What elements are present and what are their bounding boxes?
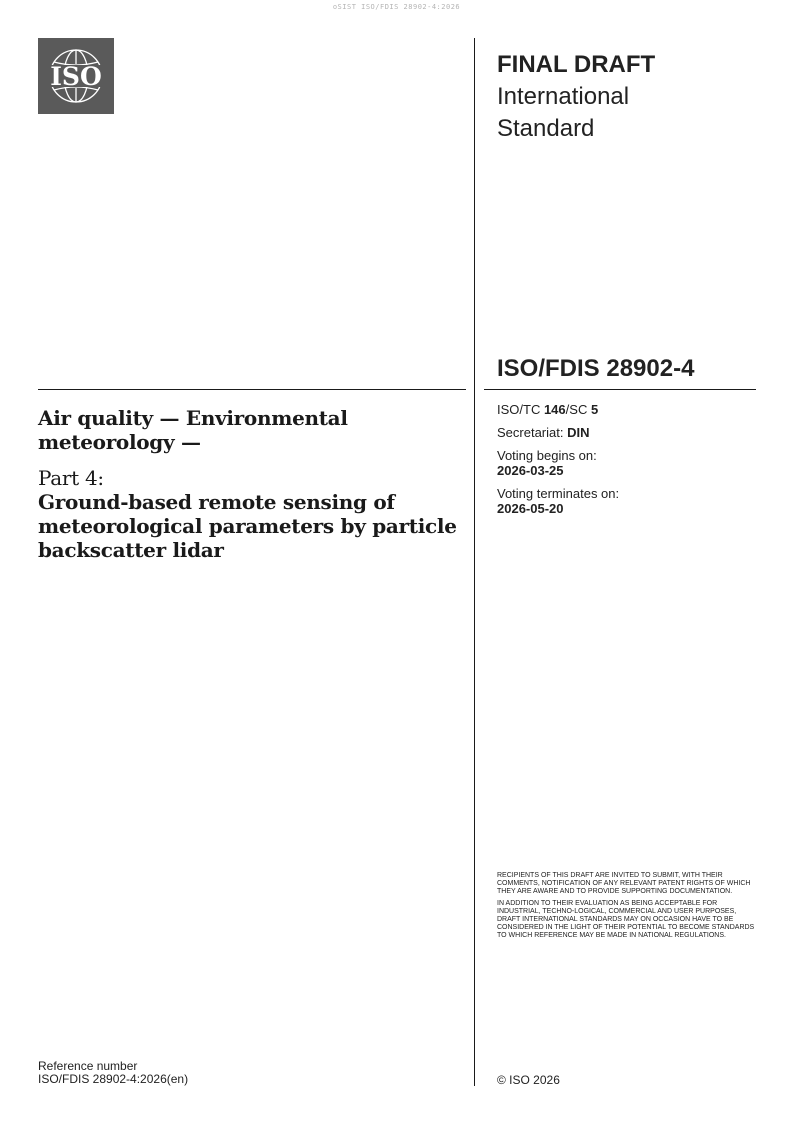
reference-value: ISO/FDIS 28902-4:2026(en)	[38, 1072, 189, 1086]
part-label: Part 4:	[38, 466, 104, 490]
voting-terminates-label: Voting terminates on:	[497, 486, 620, 501]
document-title	[38, 406, 458, 562]
voting-begins-date: 2026-03-25	[497, 463, 564, 478]
stage-line-3: Standard	[497, 115, 595, 142]
notice-paragraph-1: RECIPIENTS OF THIS DRAFT ARE INVITED TO SUBMIT, WITH THEIR COMMENTS, NOTIFICATION OF ANY RELEVANT PATENT RIGHTS OF WHICH THEY ARE AWARE AND TO PROVIDE SUPPORTING DOCUMENTATION.	[497, 872, 751, 895]
document-metadata	[497, 402, 757, 524]
secretariat-value: DIN	[567, 425, 590, 440]
part-title: Ground-based remote sensing of meteorological parameters by particle backscatter lidar	[38, 490, 457, 562]
document-number: ISO/FDIS 28902-4	[497, 355, 695, 382]
voting-begins	[497, 448, 757, 478]
iso-globe-icon	[38, 38, 114, 114]
logo-text: ISO	[50, 62, 102, 91]
voting-terminates-date: 2026-05-20	[497, 501, 564, 516]
notice-paragraph-2: IN ADDITION TO THEIR EVALUATION AS BEING ACCEPTABLE FOR INDUSTRIAL, TECHNO-LOGICAL, COMMERCIAL AND USER PURPOSES, DRAFT INTERNATIONAL STANDARDS MAY ON OCCASION HAVE TO BE CONSIDERED IN THE LIGHT OF THEIR POTENTIAL TO BECOME STANDARDS TO WHICH REFERENCE MAY BE MADE IN NATIONAL REGULATIONS.	[497, 900, 755, 939]
secretariat-line	[497, 425, 757, 440]
voting-begins-label: Voting begins on:	[497, 448, 597, 463]
title-main: Air quality — Environmental meteorology —	[38, 406, 348, 454]
copyright: © ISO 2026	[497, 1073, 560, 1087]
vertical-divider	[474, 38, 475, 1086]
tc-number: 146	[543, 402, 566, 417]
sc-prefix: /SC	[565, 402, 591, 417]
voting-terminates	[497, 486, 757, 516]
document-stage-heading	[497, 49, 757, 145]
doc-number-divider	[484, 389, 756, 390]
iso-logo	[38, 38, 114, 114]
committee-line	[497, 402, 757, 417]
title-divider	[38, 389, 466, 390]
recipients-notice	[497, 872, 759, 944]
committee-prefix: ISO/TC	[497, 402, 544, 417]
final-draft-label: FINAL DRAFT	[497, 51, 656, 78]
reference-label: Reference number	[38, 1059, 138, 1073]
secretariat-label: Secretariat:	[497, 425, 568, 440]
stage-line-2: International	[497, 83, 630, 110]
sc-number: 5	[590, 402, 599, 417]
reference-number	[38, 1060, 338, 1086]
watermark: oSIST ISO/FDIS 28902-4:2026	[332, 3, 461, 11]
